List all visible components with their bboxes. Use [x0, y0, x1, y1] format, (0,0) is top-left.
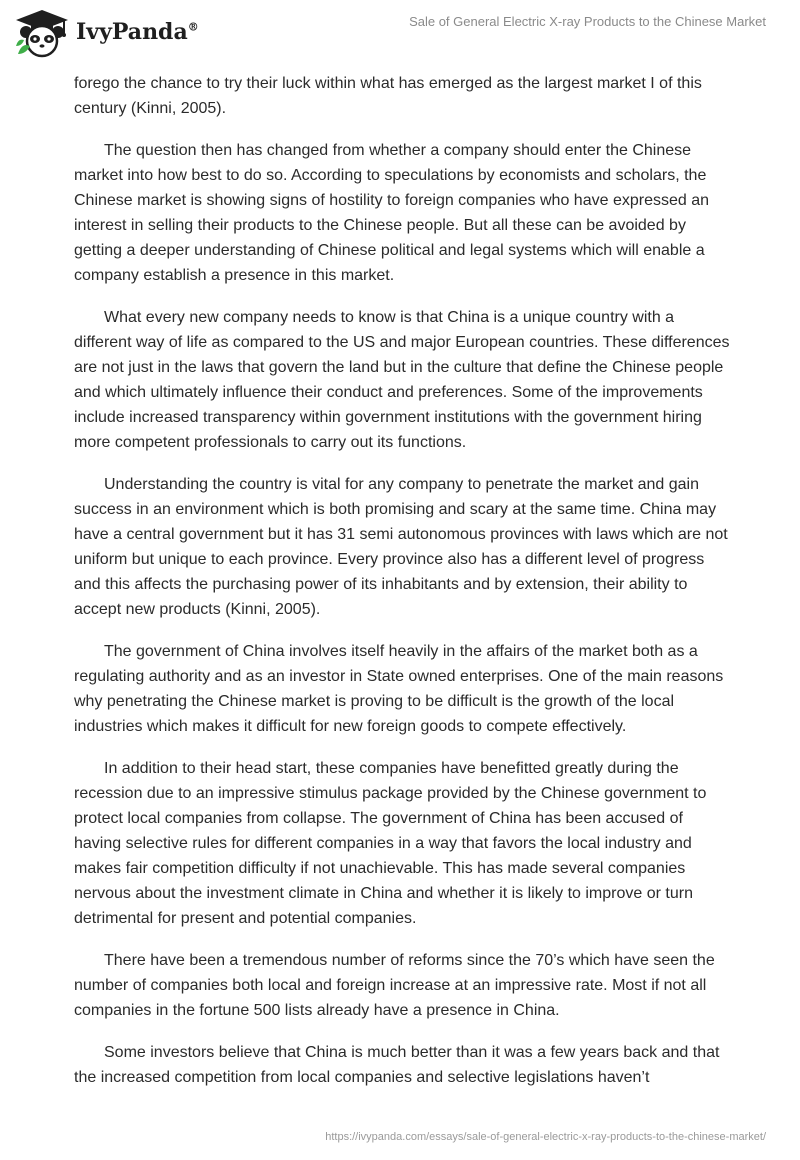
paragraph: Some investors believe that China is much better than it was a few years back and that the increased competition from local companies and selective legislations haven’t: [74, 1044, 720, 1086]
registered-mark: ®: [187, 20, 199, 34]
essay-body: [74, 71, 734, 1107]
ivypanda-logo[interactable]: [14, 8, 214, 58]
paragraph: The government of China involves itself heavily in the affairs of the market both as a regulating authority and as an investor in State owned enterprises. One of the main reasons why penetrating the Chinese market is proving to be difficult is the growth of the local industries which makes it difficult for new foreign goods to compete effectively.: [74, 643, 724, 735]
panda-graduate-icon: [14, 8, 70, 58]
paragraph: There have been a tremendous number of reforms since the 70’s which have seen the number of companies both local and foreign increase at an impressive rate. Most if not all companies in the fortune 500 lists already have a presence in China.: [74, 952, 715, 1019]
paragraph-continued: forego the chance to try their luck within what has emerged as the largest market I of this century (Kinni, 2005).: [74, 75, 702, 117]
paragraph: Understanding the country is vital for any company to penetrate the market and gain success in an environment which is both promising and scary at the same time. China may have a central government but it has 31 semi autonomous provinces with laws which are not uniform but unique to each province. Every province also has a different level of progress and this affects the purchasing power of its inhabitants and by extension, their ability to accept new products (Kinni, 2005).: [74, 476, 728, 618]
document-title: Sale of General Electric X-ray Products to the Chinese Market: [409, 14, 766, 29]
paragraph: The question then has changed from whether a company should enter the Chinese market into how best to do so. According to speculations by economists and scholars, the Chinese market is showing signs of hostility to foreign companies who have expressed an interest in selling their products to the Chinese people. But all these can be avoided by getting a deeper understanding of Chinese political and legal systems which will enable a company establish a presence in this market.: [74, 142, 709, 284]
page-header: [0, 0, 800, 70]
source-url[interactable]: https://ivypanda.com/essays/sale-of-general-electric-x-ray-products-to-the-chinese-market/: [325, 1131, 766, 1143]
paragraph: What every new company needs to know is that China is a unique country with a different way of life as compared to the US and major European countries. These differences are not just in the laws that govern the land but in the culture that define the Chinese people and which ultimately influence their conduct and preferences. Some of the improvements include increased transparency within government institutions with the government hiring more competent professionals to carry out its functions.: [74, 309, 730, 451]
brand-name: IvyPanda®: [76, 19, 199, 45]
paragraph: In addition to their head start, these companies have benefitted greatly during the recession due to an impressive stimulus package provided by the Chinese government to protect local companies from collapse. The government of China has been accused of having selective rules for different companies in a way that favors the local industry and makes fair competition difficulty if not unachievable. This has made several companies nervous about the investment climate in China and whether it is likely to improve or turn detrimental for present and potential companies.: [74, 760, 707, 927]
